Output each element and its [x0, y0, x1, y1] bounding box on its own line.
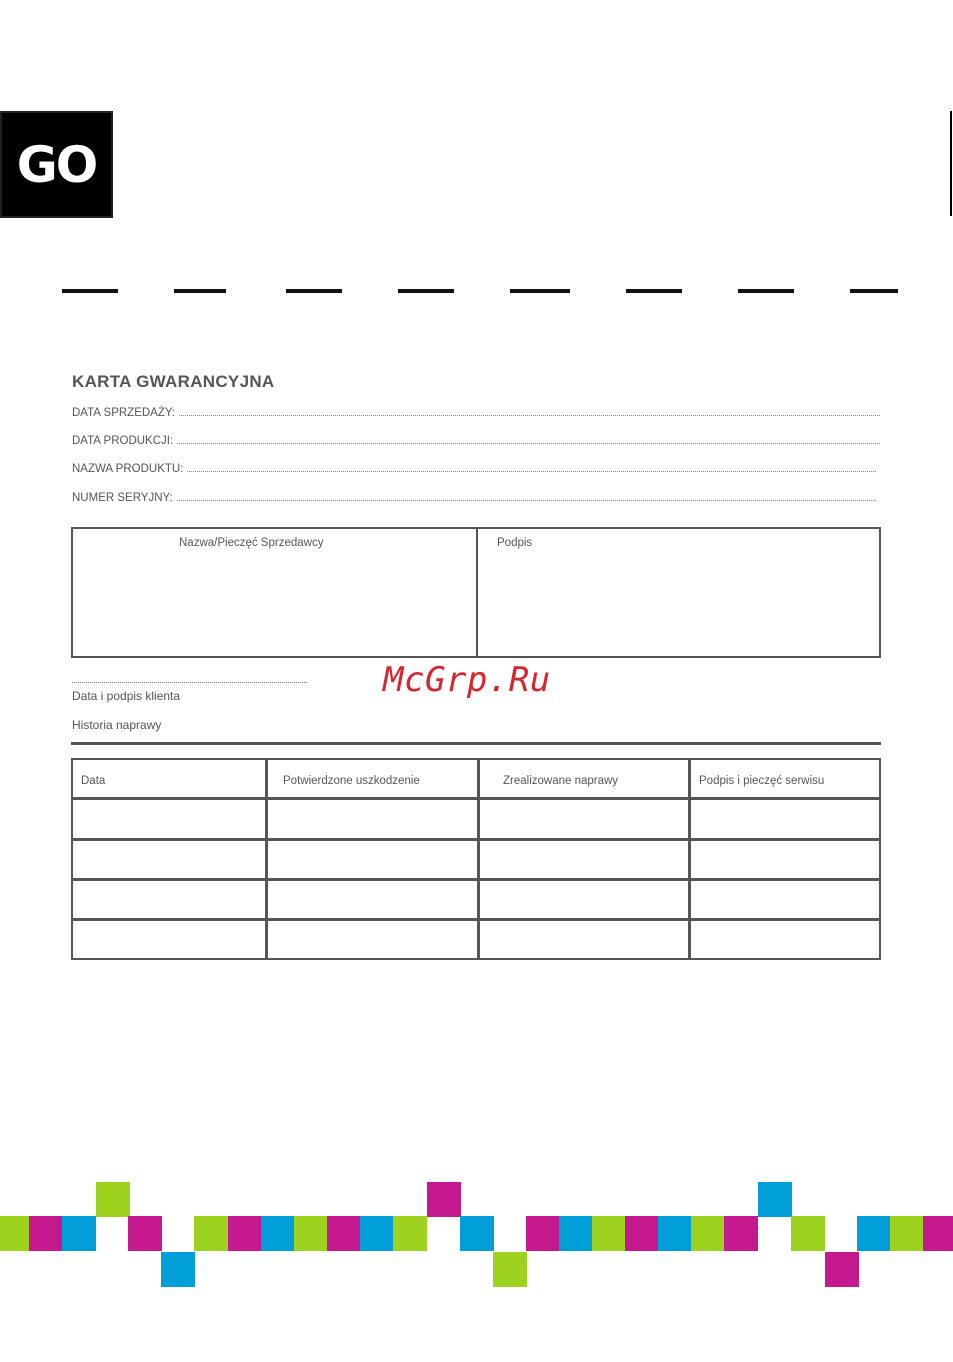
history-rule — [71, 742, 881, 745]
production-date-dotted-line — [177, 443, 880, 444]
pixel-square — [857, 1216, 891, 1251]
pixel-square — [791, 1216, 825, 1251]
repair-history-label: Historia naprawy — [72, 718, 162, 732]
repair-history-table — [71, 758, 881, 960]
dash — [286, 289, 342, 293]
serial-number-dotted-line — [177, 500, 876, 501]
pixel-square — [393, 1216, 427, 1251]
serial-number-label: NUMER SERYJNY: — [72, 492, 173, 504]
pixel-square — [592, 1216, 626, 1251]
pixel-square — [294, 1216, 328, 1251]
pixel-square — [724, 1216, 758, 1251]
dash — [510, 289, 570, 293]
client-signature-label: Data i podpis klienta — [72, 689, 181, 703]
client-signature-line[interactable] — [72, 682, 307, 683]
watermark: McGrp.Ru — [383, 660, 551, 700]
pixel-square — [161, 1252, 195, 1287]
pixel-square — [0, 1216, 30, 1251]
dash — [62, 289, 118, 293]
pixel-square — [128, 1216, 162, 1251]
pixel-square — [29, 1216, 63, 1251]
column-divider — [688, 760, 691, 958]
pixel-square — [923, 1216, 953, 1251]
product-name-field[interactable] — [72, 459, 876, 475]
sale-date-dotted-line — [179, 415, 880, 416]
page-title: KARTA GWARANCYJNA — [72, 372, 275, 391]
product-name-dotted-line — [187, 471, 876, 472]
pixel-square — [559, 1216, 593, 1251]
dash-separator — [0, 289, 953, 293]
production-date-field[interactable] — [72, 431, 880, 447]
pixel-square — [758, 1182, 792, 1217]
sale-date-label: DATA SPRZEDAŻY: — [72, 407, 176, 419]
row-divider — [73, 918, 879, 921]
pixel-square — [460, 1216, 494, 1251]
row-divider — [73, 838, 879, 841]
pixel-square — [360, 1216, 394, 1251]
dash — [850, 289, 898, 293]
dash — [626, 289, 682, 293]
column-header-repairs: Zrealizowane naprawy — [503, 775, 619, 787]
pixel-square — [327, 1216, 361, 1251]
row-divider — [73, 797, 879, 800]
pixel-square — [228, 1216, 262, 1251]
pixel-square — [625, 1216, 659, 1251]
seller-stamp-box[interactable] — [71, 527, 478, 658]
logo-text: GO — [16, 135, 97, 194]
pixel-square — [261, 1216, 295, 1251]
pixel-square — [493, 1252, 527, 1287]
column-divider — [477, 760, 480, 958]
serial-number-field[interactable] — [72, 488, 876, 504]
pixel-square — [691, 1216, 725, 1251]
column-header-date: Data — [81, 775, 106, 787]
dash — [174, 289, 226, 293]
pixel-square — [658, 1216, 692, 1251]
pixel-square — [427, 1182, 461, 1217]
row-divider — [73, 878, 879, 881]
column-header-damage: Potwierdzone uszkodzenie — [283, 775, 420, 787]
pixel-square — [526, 1216, 560, 1251]
pixel-square — [890, 1216, 924, 1251]
dash — [738, 289, 794, 293]
pixel-square — [825, 1252, 859, 1287]
column-divider — [265, 760, 268, 958]
pixel-square — [194, 1216, 228, 1251]
seller-stamp-label: Nazwa/Pieczęć Sprzedawcy — [179, 537, 324, 549]
product-name-label: NAZWA PRODUKTU: — [72, 463, 184, 475]
dash — [398, 289, 454, 293]
pixel-square — [62, 1216, 96, 1251]
signature-box[interactable] — [476, 527, 881, 658]
sale-date-field[interactable] — [72, 403, 880, 419]
pixel-square — [96, 1182, 130, 1217]
column-header-service-stamp: Podpis i pieczęć serwisu — [699, 775, 825, 787]
signature-label: Podpis — [497, 537, 533, 549]
production-date-label: DATA PRODUKCJI: — [72, 435, 174, 447]
go-logo — [0, 111, 113, 218]
header-right-rule — [950, 111, 952, 216]
